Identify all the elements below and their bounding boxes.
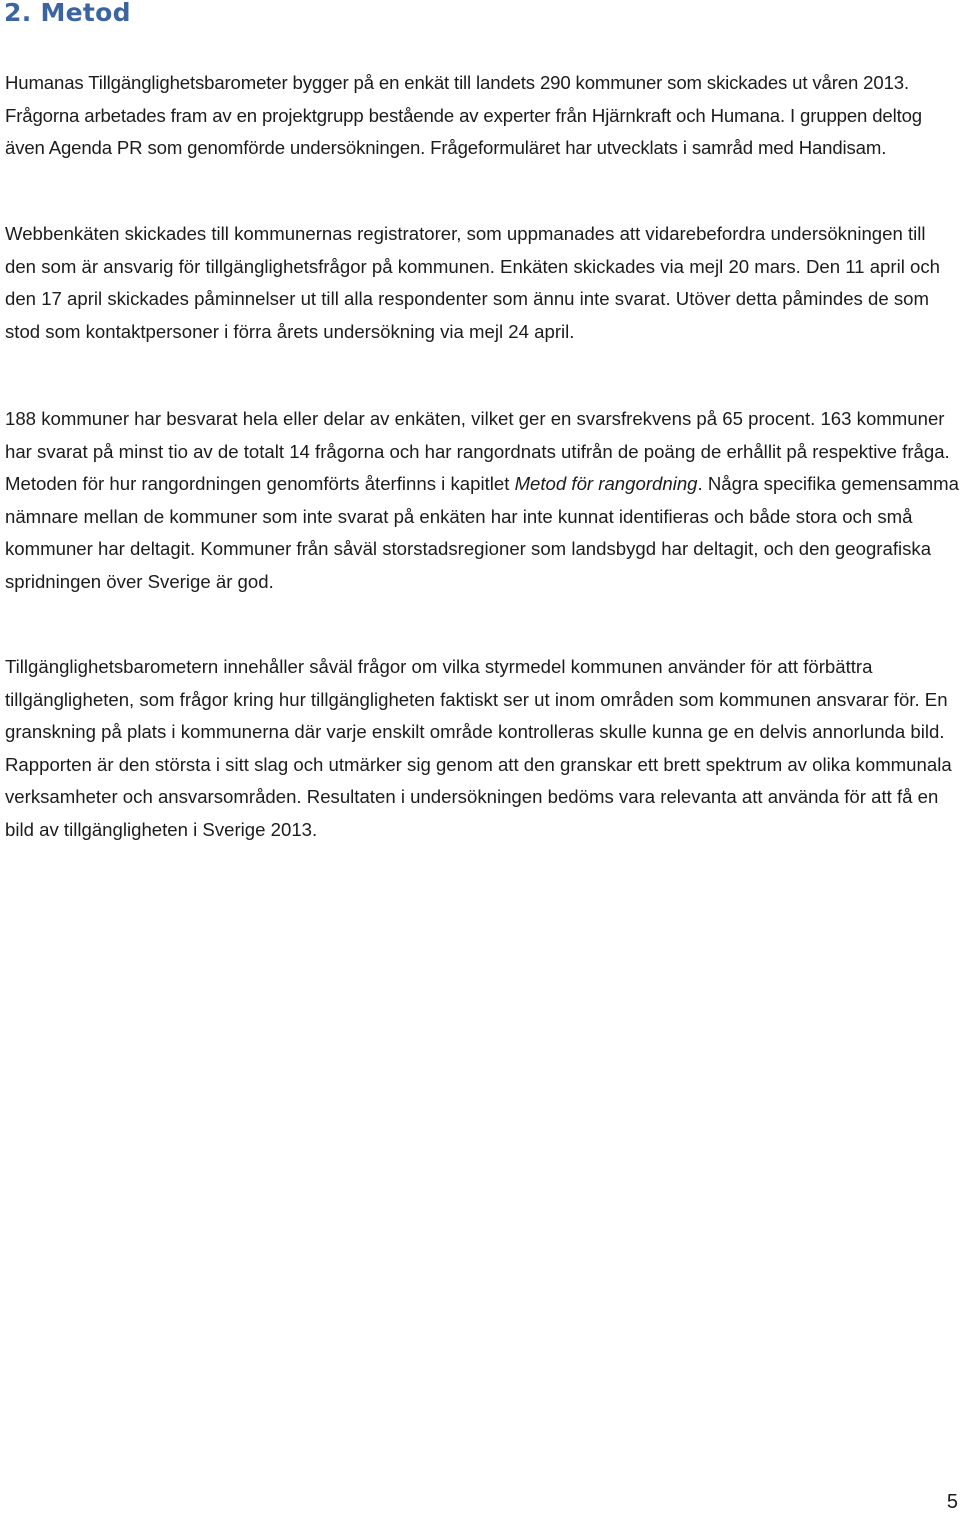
paragraph-barometer-scope: Tillgänglighetsbarometern innehåller såväl frågor om vilka styrmedel kommunen använder för att förbättra tillgängligheten, som frågor kring hur tillgängligheten faktiskt ser ut inom områden som kommunen ansvarar för. En granskning på plats i kommunerna där varje enskilt område kontrolleras skulle kunna ge en delvis annorlunda bild. Rapporten är den största i sitt slag och utmärker sig genom att den granskar ett brett spektrum av olika kommunala verksamheter och ansvarsområden. Resultaten i undersökningen bedöms vara relevanta att använda för att få en bild av tillgängligheten i Sverige 2013. (5, 656, 952, 840)
section-heading: 2. Metod (4, 0, 131, 27)
paragraph-survey-distribution: Webbenkäten skickades till kommunernas registratorer, som uppmanades att vidarebefordra undersökningen till den som är ansvarig för tillgänglighetsfrågor på kommunen. Enkäten skickades via mejl 20 mars. Den 11 april och den 17 april skickades påminnelser ut till alla respondenter som ännu inte svarat. Utöver detta påmindes de som stod som kontaktpersoner i förra årets undersökning via mejl 24 april. (5, 223, 940, 342)
paragraph-response-rate (5, 403, 960, 599)
paragraph-response-rate-text-1: 188 kommuner har besvarat hela eller delar av enkäten, vilket ger en svarsfrekvens på 65 procent. 163 kommuner har svarat på minst tio av de totalt 14 frågorna och har rangordnats utifrån de poäng de erhållit på respektive fråga. Metoden för hur rangordningen genomförts återfinns i kapitlet (5, 408, 950, 495)
paragraph-intro: Humanas Tillgänglighetsbarometer bygger på en enkät till landets 290 kommuner som skickades ut våren 2013. Frågorna arbetades fram av en projektgrupp bestående av experter från Hjärnkraft och Humana. I gruppen deltog även Agenda PR som genomförde undersökningen. Frågeformuläret har utvecklats i samråd med Handisam. (5, 72, 922, 159)
paragraph-response-rate-text-2: . Några specifika gemensamma nämnare mellan de kommuner som inte svarat på enkäten har inte kunnat identifieras och både stora och små kommuner har deltagit. Kommuner från såväl storstadsregioner som landsbygd har deltagit, och den geografiska spridningen över Sverige är god. (5, 473, 959, 592)
page-number: 5 (946, 1491, 958, 1513)
chapter-reference-italic: Metod för rangordning (514, 473, 698, 495)
